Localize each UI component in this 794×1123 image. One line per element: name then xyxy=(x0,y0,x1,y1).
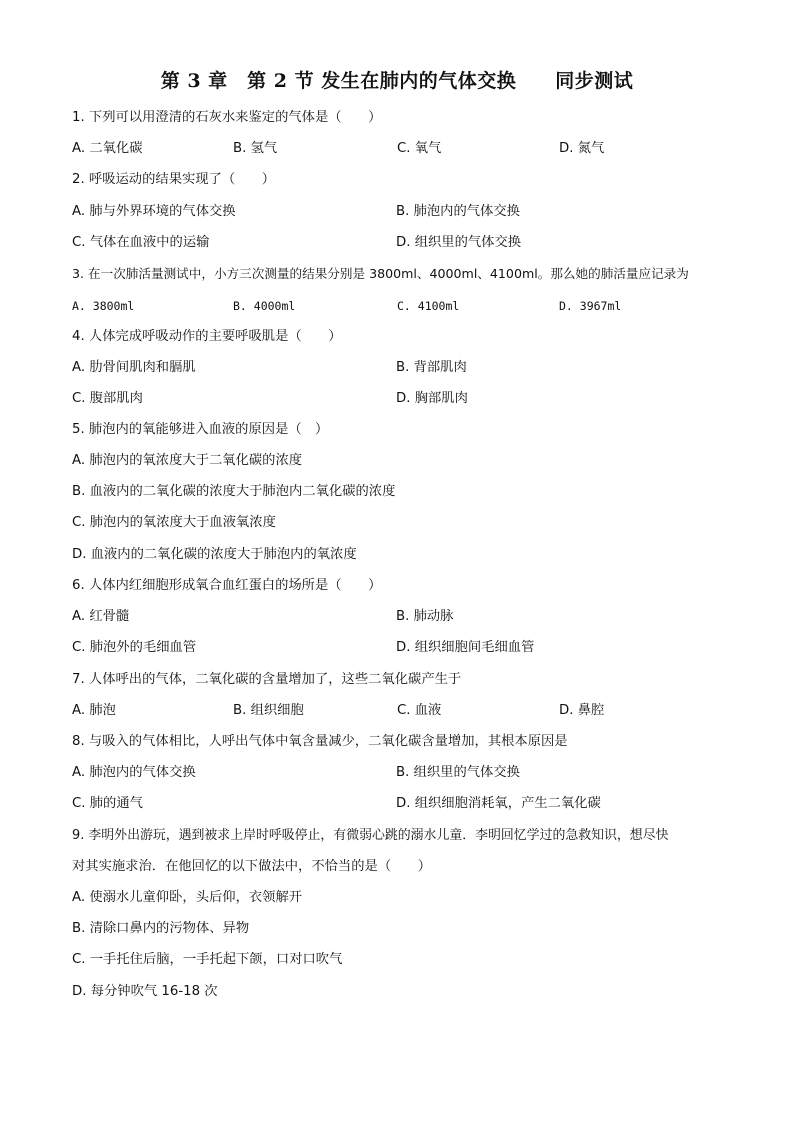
question-4-option-c: C. 腹部肌肉 xyxy=(72,391,143,406)
question-5-stem: 5. 肺泡内的氧能够进入血液的原因是（ ） xyxy=(72,422,329,437)
question-1-option-b: B. 氢气 xyxy=(233,141,278,156)
question-8-option-d: D. 组织细胞消耗氧，产生二氧化碳 xyxy=(396,796,601,811)
question-6-option-c: C. 肺泡外的毛细血管 xyxy=(72,640,197,655)
question-6-stem: 6. 人体内红细胞形成氧合血红蛋白的场所是（ ） xyxy=(72,578,382,593)
question-3-option-a: A. 3800ml xyxy=(72,299,135,313)
question-7-stem: 7. 人体呼出的气体，二氧化碳的含量增加了，这些二氧化碳产生于 xyxy=(72,672,462,687)
question-2-stem: 2. 呼吸运动的结果实现了（ ） xyxy=(72,172,276,187)
question-9-stem-continued: 对其实施求治．在他回忆的以下做法中，不恰当的是（ ） xyxy=(72,859,432,874)
question-2-option-a: A. 肺与外界环境的气体交换 xyxy=(72,204,236,219)
question-3-option-b: B. 4000ml xyxy=(233,299,296,313)
question-4-stem: 4. 人体完成呼吸动作的主要呼吸肌是（ ） xyxy=(72,329,342,344)
question-9-option-d: D. 每分钟吹气 16-18 次 xyxy=(72,984,218,999)
question-2-option-b: B. 肺泡内的气体交换 xyxy=(396,204,520,219)
question-2-option-c: C. 气体在血液中的运输 xyxy=(72,235,210,250)
question-9-option-a: A. 使溺水儿童仰卧，头后仰，衣领解开 xyxy=(72,890,303,905)
question-3-option-c: C. 4100ml xyxy=(397,299,460,313)
question-8-option-b: B. 组织里的气体交换 xyxy=(396,765,520,780)
question-5-option-c: C. 肺泡内的氧浓度大于血液氧浓度 xyxy=(72,515,276,530)
question-5-option-a: A. 肺泡内的氧浓度大于二氧化碳的浓度 xyxy=(72,453,303,468)
question-6-option-b: B. 肺动脉 xyxy=(396,609,454,624)
question-5-option-d: D. 血液内的二氧化碳的浓度大于肺泡内的氧浓度 xyxy=(72,547,357,562)
page-title: 第 3 章 第 2 节 发生在肺内的气体交换 同步测试 xyxy=(160,70,634,92)
question-7-option-c: C. 血液 xyxy=(397,703,442,718)
question-9-option-b: B. 清除口鼻内的污物体、异物 xyxy=(72,921,250,936)
question-1-option-a: A. 二氧化碳 xyxy=(72,141,143,156)
question-9-option-c: C. 一手托住后脑，一手托起下颌，口对口吹气 xyxy=(72,952,343,967)
question-1-option-c: C. 氧气 xyxy=(397,141,442,156)
question-3-stem: 3. 在一次肺活量测试中，小方三次测量的结果分别是 3800ml、4000ml、4100ml。那么她的肺活量应记录为 xyxy=(72,266,689,281)
question-7-option-b: B. 组织细胞 xyxy=(233,703,304,718)
question-8-option-c: C. 肺的通气 xyxy=(72,796,143,811)
question-6-option-a: A. 红骨髓 xyxy=(72,609,130,624)
question-6-option-d: D. 组织细胞间毛细血管 xyxy=(396,640,535,655)
question-1-stem: 1. 下列可以用澄清的石灰水来鉴定的气体是（ ） xyxy=(72,110,382,125)
question-7-option-a: A. 肺泡 xyxy=(72,703,116,718)
question-4-option-a: A. 肋骨间肌肉和膈肌 xyxy=(72,360,196,375)
question-9-stem: 9. 李明外出游玩，遇到被求上岸时呼吸停止，有微弱心跳的溺水儿童．李明回忆学过的急救知识，想尽快 xyxy=(72,828,669,843)
question-8-option-a: A. 肺泡内的气体交换 xyxy=(72,765,196,780)
question-7-option-d: D. 鼻腔 xyxy=(559,703,605,718)
question-5-option-b: B. 血液内的二氧化碳的浓度大于肺泡内二氧化碳的浓度 xyxy=(72,484,396,499)
question-2-option-d: D. 组织里的气体交换 xyxy=(396,235,522,250)
question-3-option-d: D. 3967ml xyxy=(559,299,622,313)
question-1-option-d: D. 氮气 xyxy=(559,141,605,156)
question-8-stem: 8. 与吸入的气体相比，人呼出气体中氧含量减少，二氧化碳含量增加，其根本原因是 xyxy=(72,734,568,749)
question-4-option-b: B. 背部肌肉 xyxy=(396,360,467,375)
question-4-option-d: D. 胸部肌肉 xyxy=(396,391,468,406)
